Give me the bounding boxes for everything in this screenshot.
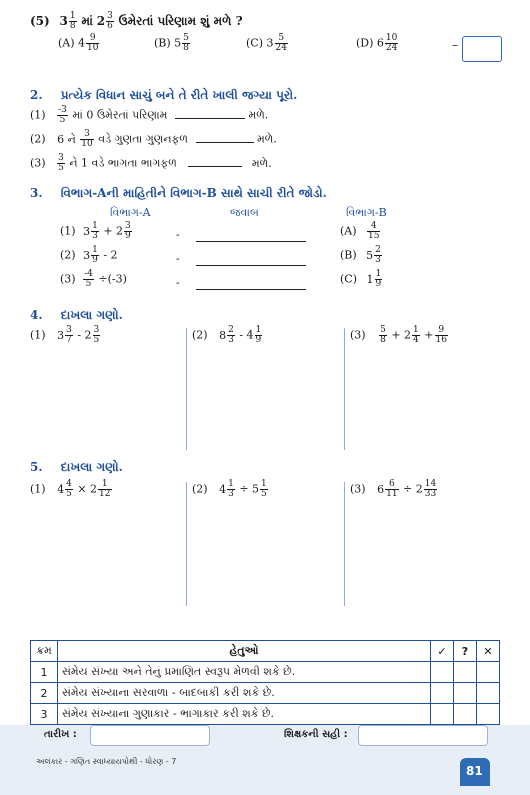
question-cell[interactable] <box>454 704 477 725</box>
s3-b-2: (B) 5 $\frac{2}{3}$ <box>340 245 381 265</box>
q5-option-a[interactable]: (A) 4 $\frac{9}{10}$ <box>58 33 99 53</box>
s2-item-3: (3) $\frac{3}{5}$ ને 1 વડે ભાગતા ભાગફળ મળે. <box>30 153 272 173</box>
q5-question <box>30 12 243 31</box>
header-goal: હેતુઓ <box>58 641 431 662</box>
s5-divider-1 <box>186 482 187 606</box>
s3-head-answer: જવાબ <box>230 206 259 219</box>
s4-item-3: (3) $\frac{5}{8}$ + 2 $\frac{1}{4}$ + $\frac{9}{16}$ <box>350 325 447 345</box>
q5-frac2: $\frac{3}{6}$ <box>107 11 113 31</box>
s3-dash-1: - <box>176 228 180 241</box>
s3-row-1: (1) 3 $\frac{1}{3}$ + 2 $\frac{3}{9}$ <box>60 221 131 241</box>
s5-item-3: (3) 6 $\frac{6}{11}$ ÷ 2 $\frac{14}{33}$ <box>350 479 437 499</box>
s3-number: 3. <box>30 186 43 200</box>
s3-row-3: (3) $\frac{-4}{5}$ ÷(-3) <box>60 269 127 289</box>
s3-row-2: (2) 3 $\frac{1}{9}$ - 2 <box>60 245 118 265</box>
cross-cell[interactable] <box>477 704 500 725</box>
tick-cell[interactable] <box>431 662 454 683</box>
tick-cell[interactable] <box>431 683 454 704</box>
s4-number: 4. <box>30 308 43 322</box>
q5-frac1: $\frac{1}{8}$ <box>69 11 76 31</box>
teacher-sign-label: શિક્ષકની સહી : <box>284 729 348 740</box>
objectives-table <box>30 640 500 725</box>
s3-b-3: (C) 1 $\frac{1}{9}$ <box>340 269 382 289</box>
s3-title: વિભાગ-Aની માહિતીને વિભાગ-B સાથે સાચી રીતે જોડો. <box>60 186 327 200</box>
s4-item-2: (2) 8 $\frac{2}{3}$ - 4 $\frac{1}{9}$ <box>192 325 262 345</box>
q5-tail-text: ઉમેરતાં પરિણામ શું મળે ? <box>118 14 243 28</box>
header-tick-icon: ✓ <box>431 641 454 662</box>
s3-head-a: વિભાગ-A <box>110 206 151 219</box>
q5-whole1: 3 <box>59 14 68 28</box>
page-number: 81 <box>466 764 483 778</box>
header-cross-icon: ✕ <box>477 641 500 662</box>
q5-whole2: 2 <box>96 14 106 28</box>
s3-answer-line-1[interactable] <box>196 240 306 242</box>
s4-divider-1 <box>186 328 187 450</box>
q5-option-c[interactable]: (C) 3 $\frac{5}{24}$ <box>246 33 287 53</box>
s4-item-1: (1) 3 $\frac{3}{7}$ - 2 $\frac{3}{5}$ <box>30 325 100 345</box>
s4-divider-2 <box>344 328 345 450</box>
s5-divider-2 <box>344 482 345 606</box>
s5-heading <box>30 460 123 475</box>
q5-option-d[interactable]: (D) 6 $\frac{10}{24}$ <box>356 33 398 53</box>
q5-number: (5) <box>30 14 50 28</box>
date-field[interactable] <box>90 725 210 746</box>
s3-dash-3: - <box>176 276 180 289</box>
s4-heading <box>30 308 123 323</box>
q5-mid-text: માં <box>81 14 93 28</box>
cross-cell[interactable] <box>477 683 500 704</box>
q5-answer-box[interactable] <box>462 36 502 62</box>
objectives-header-row <box>31 641 500 662</box>
s5-item-2: (2) 4 $\frac{1}{3}$ ÷ 5 $\frac{1}{5}$ <box>192 479 267 499</box>
s3-answer-line-3[interactable] <box>196 288 306 290</box>
s3-dash-2: - <box>176 252 180 265</box>
s4-title: દાખલા ગણો. <box>60 308 123 322</box>
table-row: 2 સંમેય સંખ્યાના સરવાળા - બાદબાકી કરી શકે છે. <box>31 683 500 704</box>
tick-cell[interactable] <box>431 704 454 725</box>
header-question-icon: ? <box>454 641 477 662</box>
s3-b-1: (A) $\frac{4}{15}$ <box>340 221 380 241</box>
header-num: ક્રમ <box>31 641 58 662</box>
s2-blank-1[interactable] <box>175 117 245 119</box>
teacher-sign-field[interactable] <box>358 725 488 746</box>
s5-item-1: (1) 4 $\frac{4}{5}$ × 2 $\frac{1}{12}$ <box>30 479 111 499</box>
date-label: તારીખ : <box>44 729 77 740</box>
cross-cell[interactable] <box>477 662 500 683</box>
book-title: અલંકાર - ગણિત સ્વાધ્યાયપોથી - ધોરણ - 7 <box>36 757 177 766</box>
s2-item-2: (2) 6 ને $\frac{3}{10}$ વડે ગુણતા ગુણનફળ મળે. <box>30 129 277 149</box>
s3-head-b: વિભાગ-B <box>346 206 387 219</box>
s2-blank-2[interactable] <box>196 141 254 143</box>
s2-item-1: (1) $\frac{-3}{5}$ માં 0 ઉમેરતાં પરિણામ મળે. <box>30 105 269 125</box>
s3-heading <box>30 186 327 201</box>
s2-title: પ્રત્યેક વિધાન સાચું બને તે રીતે ખાલી જગ્યા પૂરો. <box>60 88 298 102</box>
s2-heading <box>30 88 297 103</box>
s2-blank-3[interactable] <box>188 165 242 167</box>
s2-number: 2. <box>30 88 43 102</box>
s3-answer-line-2[interactable] <box>196 264 306 266</box>
table-row: 1 સંમેય સંખ્યા અને તેનું પ્રમાણિત સ્વરૂપ મેળવી શકે છે. <box>31 662 500 683</box>
table-row: 3 સંમેય સંખ્યાના ગુણાકાર - ભાગાકાર કરી શકે છે. <box>31 704 500 725</box>
q5-answer-dash: – <box>452 38 458 52</box>
question-cell[interactable] <box>454 662 477 683</box>
question-cell[interactable] <box>454 683 477 704</box>
s5-number: 5. <box>30 460 43 474</box>
s5-title: દાખલા ગણો. <box>60 460 123 474</box>
q5-option-b[interactable]: (B) 5 $\frac{5}{8}$ <box>154 33 189 53</box>
